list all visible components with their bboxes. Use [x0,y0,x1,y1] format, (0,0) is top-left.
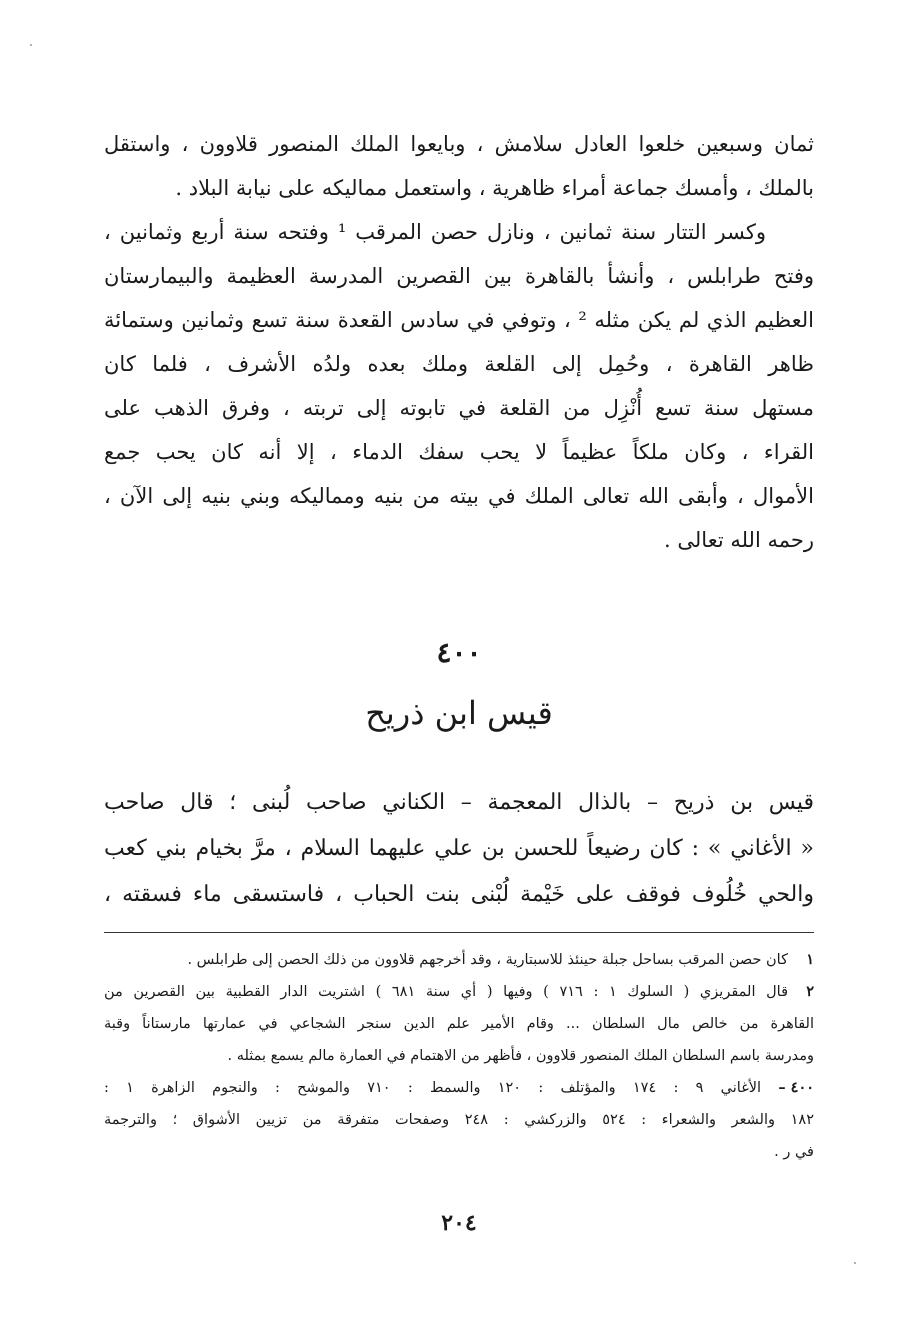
footnote-marker: ١ [806,951,814,968]
scan-speck [854,1262,856,1264]
text-line: القراء ، وكان ملكاً عظيماً لا يحب سفك الدماء ، إلا أنه كان يحب جمع [104,440,814,464]
scan-speck [30,44,32,46]
continuation-paragraph [104,122,814,210]
entry-paragraph [104,780,814,918]
entry-number: ٤٠٠ [436,636,482,669]
text-line: والحي خُلُوف فوقف على خَيْمة لُبْنى بنت الحباب ، فاستسقى ماء فسقته ، [104,882,814,907]
footnote-line: ١٨٢ والشعر والشعراء : ٥٢٤ والزركشي : ٢٤٨ وصفحات متفرقة من تزيين الأشواق ؛ والترجمة [104,1112,814,1128]
text-line: الأموال ، وأبقى الله تعالى الملك في بيته من بنيه ومماليكه وبني بنيه إلى الآن ، [104,484,814,508]
footnote-divider [104,932,814,933]
text-line: العظيم الذي لم يكن مثله ² ، وتوفي في سادس القعدة سنة تسع وثمانين وستمائة [104,308,814,332]
footnote-line [104,976,814,1008]
footnote-line [104,1072,814,1104]
page-number: ٢٠٤ [441,1210,477,1236]
text-line: « الأغاني » : كان رضيعاً للحسن بن علي عليهما السلام ، مرَّ بخيام بني كعب [104,836,814,861]
footnote-text: كان حصن المرقب بساحل جبلة حينئذ للاسبتارية ، وقد أخرجهم قلاوون من ذلك الحصن إلى طرابلس . [187,952,788,968]
footnote-line: في ر . [774,1144,814,1160]
footnotes [104,944,814,1168]
biography-paragraph [104,210,814,562]
footnote-marker: ٤٠٠ – [778,1079,814,1096]
text-line: ثمان وسبعين خلعوا العادل سلامش ، وبايعوا الملك المنصور قلاوون ، واستقل [104,132,814,156]
text-line: قيس بن ذريح – بالذال المعجمة – الكناني صاحب لُبنى ؛ قال صاحب [104,790,814,815]
text-line: وفتح طرابلس ، وأنشأ بالقاهرة بين القصرين المدرسة العظيمة والبيمارستان [104,264,814,288]
text-line: وكسر التتار سنة ثمانين ، ونازل حصن المرقب ¹ وفتحه سنة أربع وثمانين ، [104,220,766,244]
entry-title: قيس ابن ذريح [365,694,553,732]
text-line: مستهل سنة تسع أُنْزِل من القلعة في تابوته إلى تربته ، وفرق الذهب على [104,396,814,420]
footnote-line: ومدرسة باسم السلطان الملك المنصور قلاوون ، فأظهر من الاهتمام في العمارة مالم يسمع بمثله . [227,1048,814,1064]
text-line: بالملك ، وأمسك جماعة أمراء ظاهرية ، واستعمل مماليكه على نيابة البلاد . [175,176,814,200]
footnote-text: قال المقريزي ( السلوك ١ : ٧١٦ ) وفيها ( أي سنة ٦٨١ ) اشتريت الدار القطبية بين القصرين من [104,984,789,1000]
text-line: رحمه الله تعالى . [664,528,814,552]
footnote-text: الأغاني ٩ : ١٧٤ والمؤتلف : ١٢٠ والسمط : ٧١٠ والموشح : والنجوم الزاهرة ١ : [104,1080,762,1096]
footnote-line: القاهرة من خالص مال السلطان ... وقام الأمير علم الدين سنجر الشجاعي في عمارتها مارستاناً وقبة [104,1016,814,1032]
footnote-marker: ٢ [806,983,814,1000]
footnote-line [104,944,814,976]
text-line: ظاهر القاهرة ، وحُمِل إلى القلعة وملك بعده ولدُه الأشرف ، فلما كان [104,352,814,376]
